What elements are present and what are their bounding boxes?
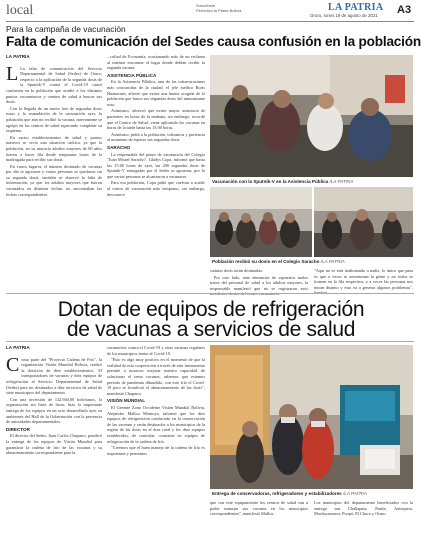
story1-col2b-p2: Asimismo, observó que existe mayor asistencia de pacientes en horas de la mañana, sin embargo, recordó que el Centro de Salud, viene aplicando las vacunas en horas de la tarde hasta las 15:00 horas.: [107, 108, 205, 131]
story2-headline-line-2: de vacunas a servicios de salud: [66, 318, 356, 341]
story1-col2c-p1: La responsable del punto de vacunación del Colegio "Juan Misael Saracho", Gladys Copa, informó que hasta las 15:00 horas de ayer, las 200 segundas dosis de Sputnik-V entregadas por el Sedes se agotaron, por lo que varias personas se alcanzaron a vacunarse.: [107, 151, 205, 179]
story1-col1-p4: En varios lugares, el número destinado de vacunas por día se agotaron y varias personas se quedaron sin su segunda dosis, también se observó la falta de información, ya que los adultos mayores que fueron vacunados en distintas fechas, no encontraban las fechas correspondientes.: [6, 163, 102, 197]
photo1-caption-credit: /LA PATRIA: [329, 179, 354, 184]
story1-col2b-p3: Asimismo, pidió a la población, tolerancia y paciencia al momento de esperar sus segundas dosis.: [107, 131, 205, 143]
story1-col2c-p2: Para esa población, Copa pidió que vuelvan a acudir al centro de vacunación más temprano, sin embargo, desconoce: [107, 180, 205, 197]
story2-col2-p1: vacunación contra el Covid-19 y otras vacunas regulares de los municipios frente al Covid-19.: [107, 345, 205, 356]
section-label: local: [6, 3, 34, 18]
story2-column-1: [6, 345, 102, 531]
photo-entrega-equipos: [210, 345, 413, 489]
story1-column-1: [6, 54, 102, 290]
tagline-line-2: Periódico la Patria Bolivia: [196, 8, 242, 13]
story2-column-3: [210, 500, 308, 532]
story1-col3-p1: cuántas dosis serán destinadas.: [210, 268, 263, 273]
photo-colegio-saracho-2-image: [314, 187, 413, 257]
story2-column-2: [107, 345, 205, 531]
photo1-caption: [212, 179, 412, 184]
story1-subhead-saracho: SARACHO: [107, 144, 131, 150]
photo-colegio-saracho-2: [314, 187, 413, 257]
story2-col1-p1: omo parte del "Proyecto Cadena de Frío", la organización Visión Mundial Bolivia, realizó la dotación de diez establecimientos, 33 transportadores de vacunas y diez equipos de refrigeración al Servicio Departamental de Salud (Sedes) para ser destinados a diez servicios de salud de siete municipios del departamento.: [6, 356, 102, 396]
story1-col2-p1: ...cultad de Economía, ocasionando más de un reclamo al intentar encontrar el lugar donde debían recibir la segunda vacuna.: [107, 54, 205, 71]
story1-col4-p1: "Aquí no se está maltratando a nadie, lo único que pasa es que a veces se amontonan la gente y no todos se forman en la fila respectiva, y a veces las personas nos miran distinto y esto va a generar algunos problemas",: [314, 268, 413, 290]
story2-headline-line-1: Dotan de equipos de refrigeración: [57, 298, 365, 321]
dateline: Oruro, lunes 19 de agosto de 2021: [310, 13, 378, 18]
photo1-caption-text: Vacunación con la Sputnik-V en la Asistencia Pública: [212, 179, 329, 184]
story1-col1-p3: En varios establecimientos de salud y puntos masivos se vivió una situación caótica, ya que la población, en su mayoría adultos mayores de 60 años fueron a hacer fila desde tempranas horas de la madrugada para recibir sus dosis.: [6, 134, 102, 163]
photo-colegio-saracho-image: [210, 187, 312, 257]
photo2-caption-credit: /LA PATRIA: [320, 259, 345, 264]
story2-col3-p1: que con este equipamiento los centros de salud van a poder manejar sus vacunas en los municipios correspondientes", manifestó Mallcu.: [210, 500, 308, 517]
photo3-caption-text: Entrega de conservadoras, refrigeradores y estabilizadores: [212, 491, 342, 496]
story1-kicker: Para la campaña de vacunación: [6, 24, 126, 34]
story1-column-2: [107, 54, 205, 290]
story1-headline: Falta de comunicación del Sedes causa confusión en la población: [6, 34, 421, 49]
story2-subhead-vision-mundial: VISIÓN MUNDIAL: [107, 398, 146, 404]
story1-byline: LA PATRIA: [6, 54, 30, 59]
story2-headline: [6, 300, 416, 340]
story1-col1-p2: Con la llegada de un nuevo lote de segundas dosis rusas y la reanudación de la vacunación ayer, la población que aún no recibió la vacuna, nuevamente se agolpó en los centros de salud esperando completar su esquema.: [6, 105, 102, 134]
story1-col1-p1: La falta de comunicación del Servicio Departamental de Salud (Sedes) de Oruro, respecto a la aplicación de la segunda dosis de la Sputnik-V contra el Covid-19 causó confusión en la población que acudió a los distintos puntos vacunatorios y centros de salud a buscar sus dosis.: [6, 65, 102, 105]
masthead-logo: LA PATRIA: [328, 2, 384, 13]
story-divider: [6, 293, 414, 294]
story2-col2b-p1: El Gerente Zona Occidente Visión Mundial Bolivia, Alejandro Mallcu Montoya, informó que los diez equipos de refrigeración conducirán en la conservación de las vacunas y serán destinados a los municipios de la región de las dosis en el área rural y los diez equipos establecidos, de controlar, consisten en equipos de refrigeración de la cadena de frío.: [107, 404, 205, 444]
photo2-caption: [212, 259, 412, 264]
story2-subhead-director: DIRECTOR: [6, 426, 30, 432]
story2-dropcap: C: [6, 353, 20, 376]
photo-vacunacion-asistencia-image: [210, 55, 413, 177]
story2-col1b-p1: El director del Sedes, Juan Carlos Chaparro, ponderó la entrega de los equipos de Visión Mundial para garantizar la cadena de frío de las vacunas y su almacenamiento correspondiente para la: [6, 433, 102, 456]
story2-col1-p2: Con una inversión de 132.940,00 bolivianos, la organización sin fines de lucro, hizo la importante entrega de los equipos en un acto desarrollado ayer en ambientes del Hall de la Gobernación con la presencia de autoridades departamentales.: [6, 396, 102, 425]
photo3-caption: [212, 491, 412, 496]
tagline-line-1: Suscríbete: [196, 3, 216, 8]
story1-dropcap: L: [6, 62, 19, 85]
story1-column-4: [314, 268, 413, 292]
story2-byline: LA PATRIA: [6, 345, 30, 350]
photo2-caption-text: Población recibió su dosis en el Colegio Saracho: [212, 259, 320, 264]
photo-colegio-saracho: [210, 187, 312, 257]
header-divider: [6, 21, 414, 22]
story2-col4-p1: Los municipios del departamento beneficiados con la entrega son Challapata, Pazña, Antequera, Machacamarca, Poopó, El Choro y Oruro.: [314, 500, 413, 517]
photo-entrega-equipos-image: [210, 345, 413, 489]
story2-headline-rule: [6, 341, 414, 342]
story1-col2b-p1: En la Asistencia Pública, una de las infraestructuras más concurridas de la ciudad, el jefe médico Boris Huanacuni, afirmó que existe una buena acogida de la población que busca sus segundas dosis del inmunizante ruso.: [107, 79, 205, 107]
story2-col2-p2: "Esto es algo muy positivo en el momento de que la vialidad de esta cooperación a través de este instrumento permite a nosotros mejorar nuestra capacidad de solucionar el tema vacunas, sabemos que estamos periodo de pandemia difundido, con este frío el Covid-19 pero se fortaleció el almacenamiento de las dosis", manifestó Chaparro.: [107, 357, 205, 396]
story1-subhead-asistencia: ASISTENCIA PÚBLICA: [107, 72, 157, 78]
photo3-caption-credit: /LA PATRIA: [342, 491, 367, 496]
social-tagline: [196, 3, 241, 13]
story1-col3-p2: Por otro lado, ante denuncias de supuestos malos tratos del personal de salud a los adultos mayores, la responsable manifestó que no se registraron esos: [210, 274, 308, 291]
story1-column-3: [210, 268, 308, 292]
story2-column-4: [314, 500, 413, 532]
photo-vacunacion-asistencia: [210, 55, 413, 177]
story2-col2b-p2: "Creemos que el buen manejo de la cadena de frío es importante y pensamos: [107, 445, 205, 456]
page-number: A3: [397, 4, 412, 16]
